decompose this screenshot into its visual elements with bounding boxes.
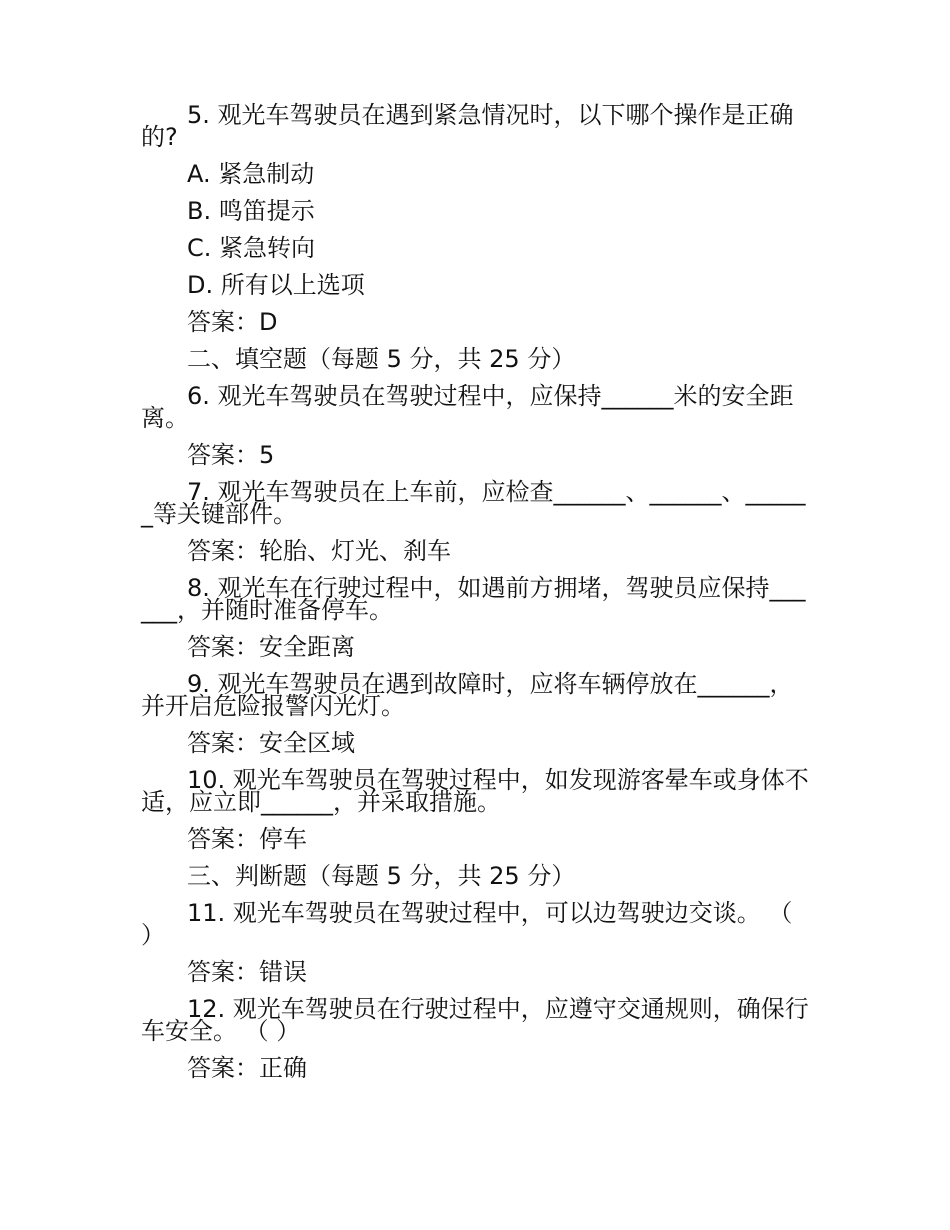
question-11: 11. 观光车驾驶员在驾驶过程中，可以边驾驶边交谈。 （ ） (141, 899, 793, 949)
answer-7: 答案：轮胎、灯光、刹车 (187, 537, 451, 565)
question-12: 12. 观光车驾驶员在行驶过程中，应遵守交通规则，确保行车安全。 （ ） (141, 995, 809, 1045)
question-6: 6. 观光车驾驶员在驾驶过程中，应保持______米的安全距离。 (141, 382, 794, 432)
answer-11: 答案：错误 (187, 958, 307, 986)
answer-10: 答案：停车 (187, 825, 307, 853)
section-heading-fill-in: 二、填空题（每题 5 分，共 25 分） (187, 345, 576, 373)
section-heading-true-false: 三、判断题（每题 5 分，共 25 分） (187, 862, 576, 890)
answer-9: 答案：安全区域 (187, 729, 355, 757)
question-8: 8. 观光车在行驶过程中，如遇前方拥堵，驾驶员应保持______，并随时准备停车。 (141, 574, 806, 624)
question-5: 5. 观光车驾驶员在遇到紧急情况时，以下哪个操作是正确的? (141, 101, 794, 151)
answer-12: 答案：正确 (187, 1054, 307, 1082)
question-7: 7. 观光车驾驶员在上车前，应检查______、______、______等关键部件。 (141, 478, 806, 528)
option-a: A. 紧急制动 (187, 160, 315, 188)
document-body (141, 101, 809, 1094)
option-b: B. 鸣笛提示 (187, 197, 315, 225)
answer-8: 答案：安全距离 (187, 633, 355, 661)
answer-5: 答案：D (187, 308, 278, 336)
question-10: 10. 观光车驾驶员在驾驶过程中，如发现游客晕车或身体不适，应立即______，并采取措施。 (141, 766, 809, 816)
option-d: D. 所有以上选项 (187, 271, 365, 299)
option-c: C. 紧急转向 (187, 234, 316, 262)
question-9: 9. 观光车驾驶员在遇到故障时，应将车辆停放在______，并开启危险报警闪光灯。 (141, 670, 794, 720)
answer-6: 答案：5 (187, 441, 275, 469)
